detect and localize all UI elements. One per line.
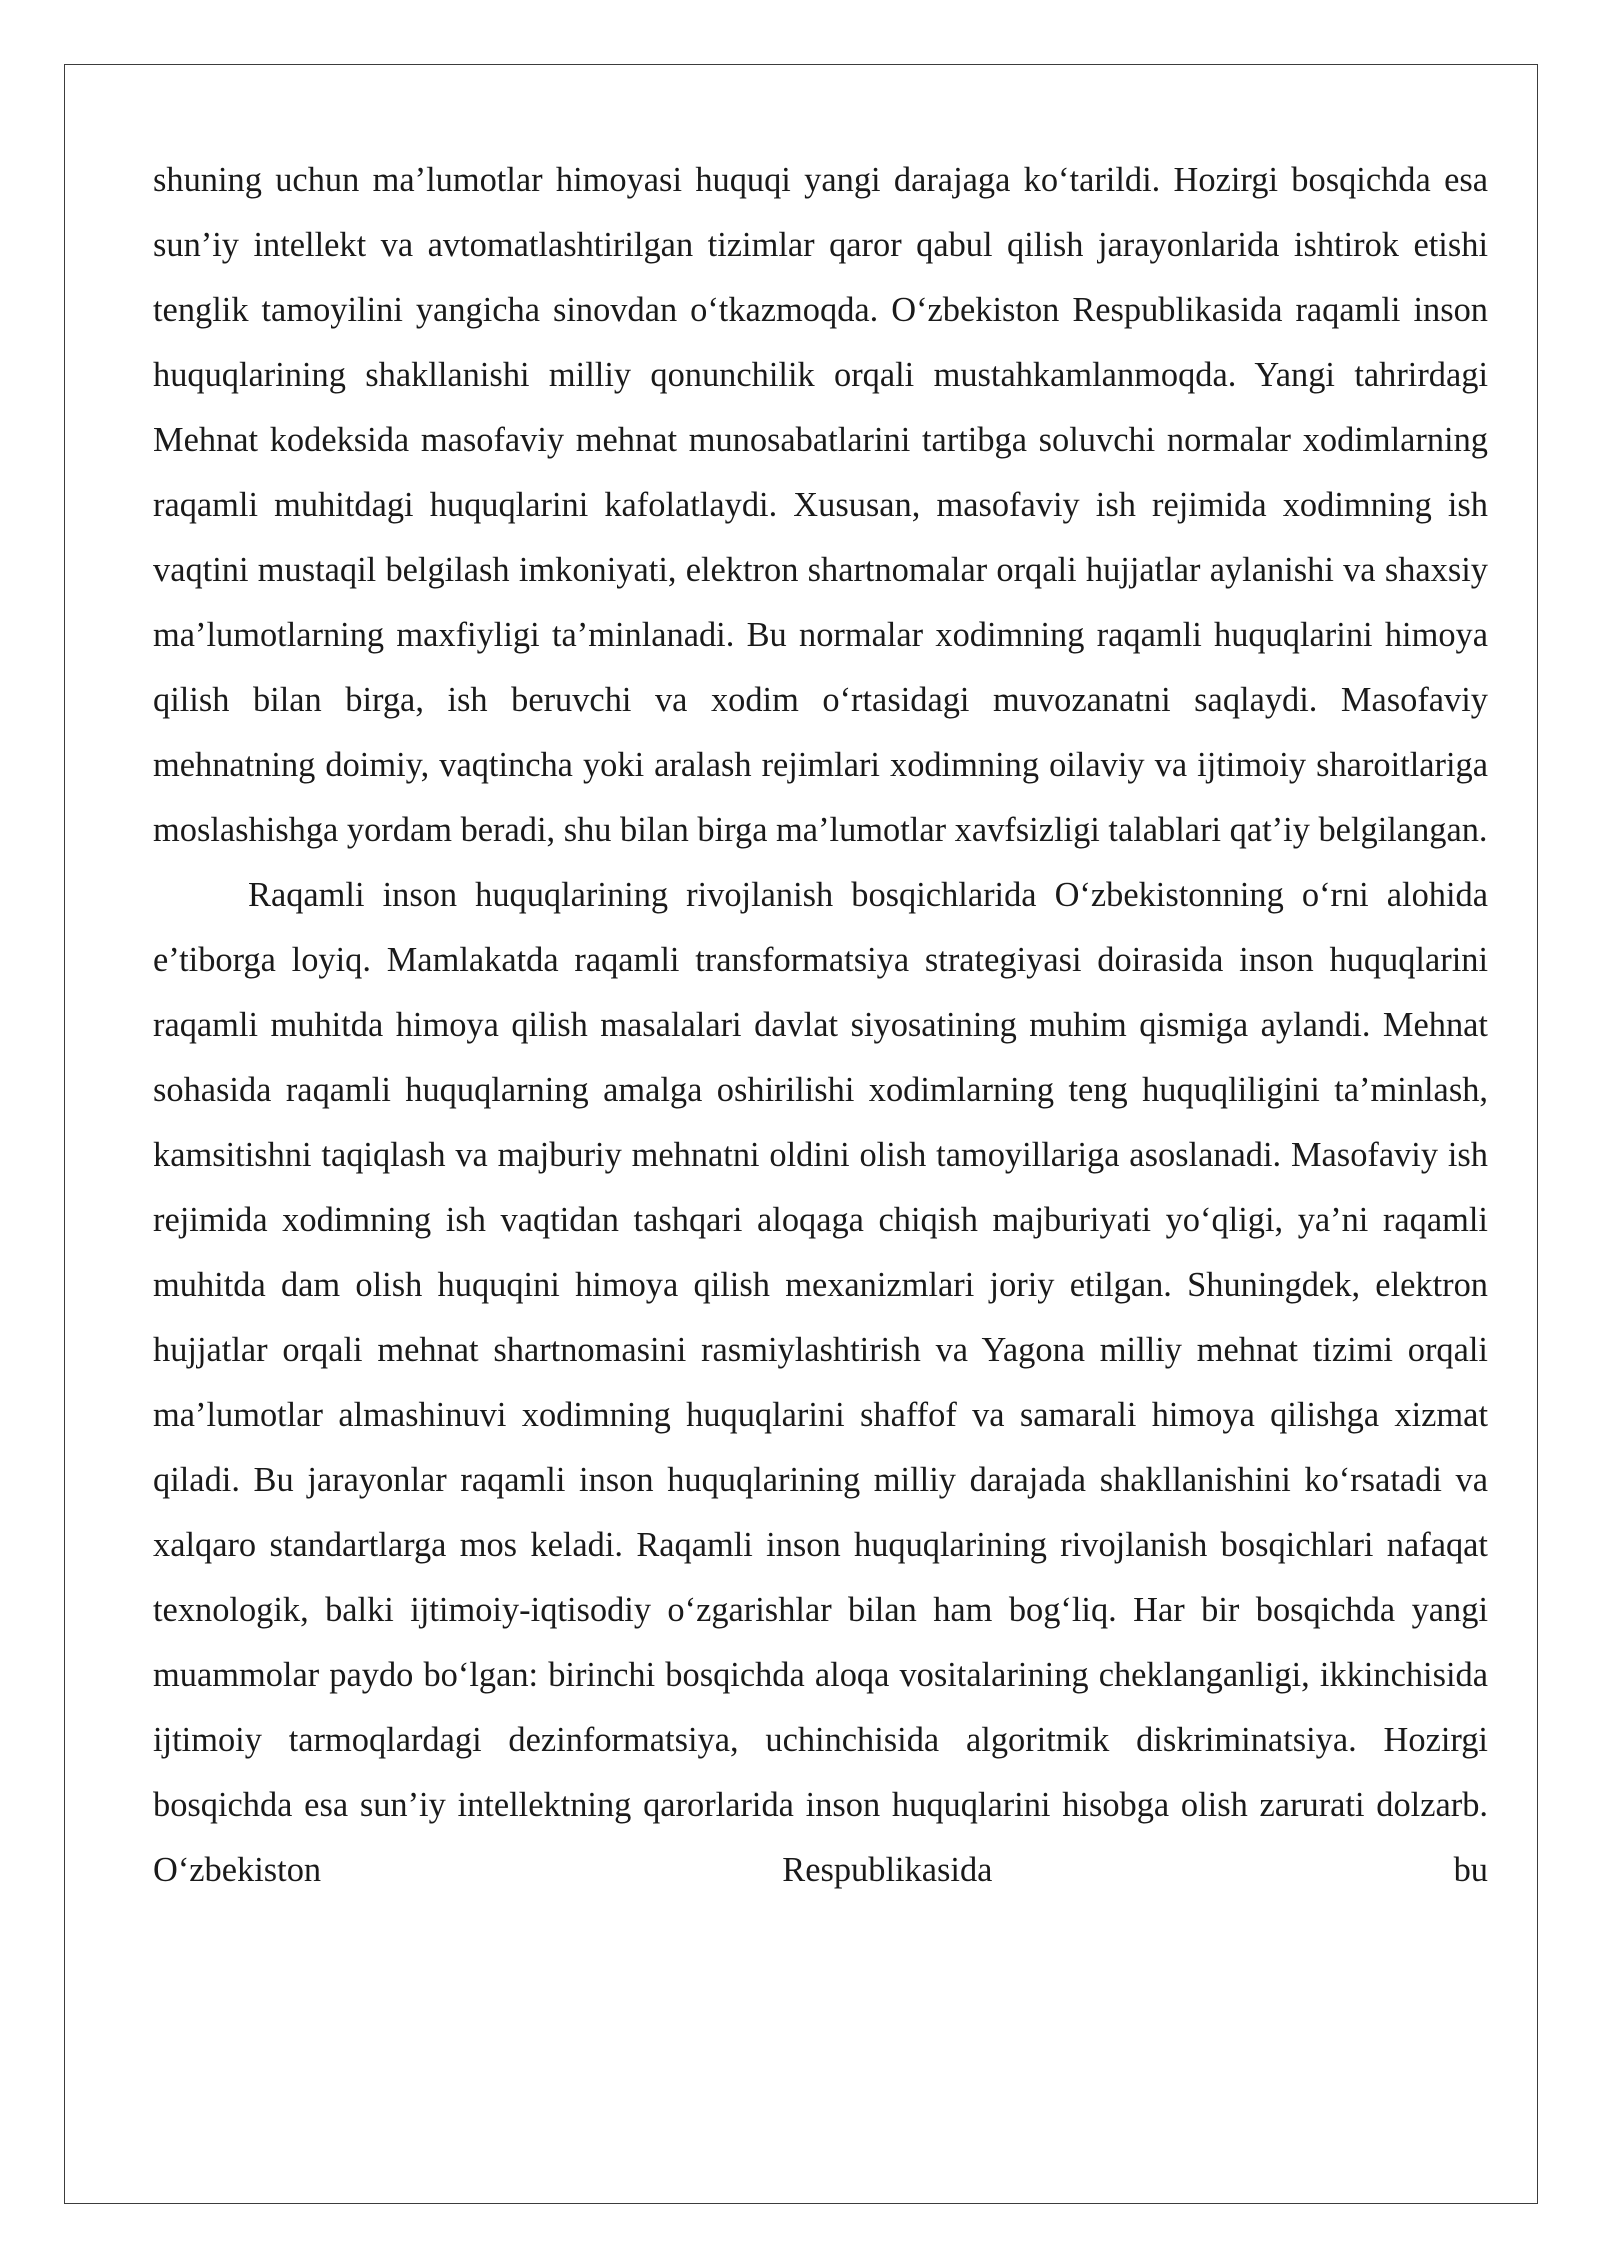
paragraph-2: Raqamli inson huquqlarining rivojlanish bosqichlarida O‘zbekistonning o‘rni alohida e’tiborga loyiq. Mamlakatda raqamli transformatsiya strategiyasi doirasida inson huquqlarini raqamli muhitda himoya qilish masalalari davlat siyosatining muhim qismiga aylandi. Mehnat sohasida raqamli huquqlarning amalga oshirilishi xodimlarning teng huquqliligini ta’minlash, kamsitishni taqiqlash va majburiy mehnatni oldini olish tamoyillariga asoslanadi. Masofaviy ish rejimida xodimning ish vaqtidan tashqari aloqaga chiqish majburiyati yo‘qligi, ya’ni raqamli muhitda dam olish huquqini himoya qilish mexanizmlari joriy etilgan. Shuningdek, elektron hujjatlar orqali mehnat shartnomasini rasmiylashtirish va Yagona milliy mehnat tizimi orqali ma’lumotlar almashinuvi xodimning huquqlarini shaffof va samarali himoya qilishga xizmat qiladi. Bu jarayonlar raqamli inson huquqlarining milliy darajada shakllanishini ko‘rsatadi va xalqaro standartlarga mos keladi. Raqamli inson huquqlarining rivojlanish bosqichlari nafaqat texnologik, balki ijtimoiy-iqtisodiy o‘zgarishlar bilan ham bog‘liq. Har bir bosqichda yangi muammolar paydo bo‘lgan: birinchi bosqichda aloqa vositalarining cheklanganligi, ikkinchisida ijtimoiy tarmoqlardagi dezinformatsiya, uchinchisida algoritmik diskriminatsiya. Hozirgi bosqichda esa sun’iy intellektning qarorlarida inson huquqlarini hisobga olish zarurati dolzarb. O‘zbekiston Respublikasida bu	[153, 876, 1488, 1889]
document-body	[153, 148, 1488, 1903]
paragraph-1: shuning uchun ma’lumotlar himoyasi huquqi yangi darajaga ko‘tarildi. Hozirgi bosqichda esa sun’iy intellekt va avtomatlashtirilgan tizimlar qaror qabul qilish jarayonlarida ishtirok etishi tenglik tamoyilini yangicha sinovdan o‘tkazmoqda. O‘zbekiston Respublikasida raqamli inson huquqlarining shakllanishi milliy qonunchilik orqali mustahkamlanmoqda. Yangi tahrirdagi Mehnat kodeksida masofaviy mehnat munosabatlarini tartibga soluvchi normalar xodimlarning raqamli muhitdagi huquqlarini kafolatlaydi. Xususan, masofaviy ish rejimida xodimning ish vaqtini mustaqil belgilash imkoniyati, elektron shartnomalar orqali hujjatlar aylanishi va shaxsiy ma’lumotlarning maxfiyligi ta’minlanadi. Bu normalar xodimning raqamli huquqlarini himoya qilish bilan birga, ish beruvchi va xodim o‘rtasidagi muvozanatni saqlaydi. Masofaviy mehnatning doimiy, vaqtincha yoki aralash rejimlari xodimning oilaviy va ijtimoiy sharoitlariga moslashishga yordam beradi, shu bilan birga ma’lumotlar xavfsizligi talablari qat’iy belgilangan.	[153, 161, 1488, 849]
